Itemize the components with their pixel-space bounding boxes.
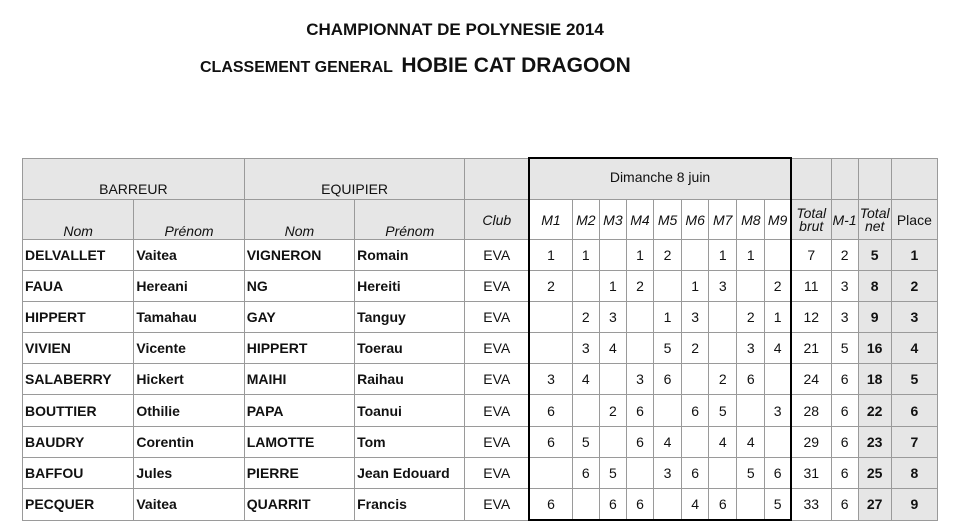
total-net-spacer (858, 158, 891, 200)
barreur-prenom: Corentin (134, 427, 244, 458)
manche-7-cell (709, 302, 737, 333)
equipier-prenom: Tanguy (355, 302, 465, 333)
manche-2-cell: 5 (572, 427, 599, 458)
manche-8-cell: 5 (737, 458, 765, 489)
title-class-name: HOBIE CAT DRAGOON (401, 54, 631, 77)
manche-6-cell (682, 240, 709, 271)
title-classement (200, 54, 631, 78)
barreur-prenom: Vicente (134, 333, 244, 364)
place-cell: 6 (891, 395, 937, 427)
total-net-cell: 18 (858, 364, 891, 395)
table-row (23, 395, 938, 427)
barreur-prenom: Jules (134, 458, 244, 489)
manche-1-cell: 6 (529, 427, 572, 458)
barreur-prenom: Othilie (134, 395, 244, 427)
place-cell: 4 (891, 333, 937, 364)
manche-3-cell (599, 427, 626, 458)
results-table (22, 157, 938, 521)
manche-7-cell: 4 (709, 427, 737, 458)
manche-9-cell (765, 427, 791, 458)
manche-1-cell (529, 302, 572, 333)
total-brut-cell: 24 (791, 364, 831, 395)
manche-5-cell: 6 (654, 364, 682, 395)
m-minus-1-cell: 6 (831, 458, 858, 489)
barreur-prenom: Vaitea (134, 489, 244, 521)
m-minus-1-header: M-1 (831, 200, 858, 240)
manche-5-cell: 3 (654, 458, 682, 489)
total-brut-cell: 31 (791, 458, 831, 489)
manche-1-cell: 2 (529, 271, 572, 302)
manche-7-cell (709, 333, 737, 364)
table-row (23, 271, 938, 302)
manche-7-cell: 6 (709, 489, 737, 521)
manche-1-cell: 6 (529, 489, 572, 521)
manche-header-5: M5 (654, 200, 682, 240)
barreur-prenom: Tamahau (134, 302, 244, 333)
total-brut-spacer (791, 158, 831, 200)
equipier-prenom: Hereiti (355, 271, 465, 302)
manche-6-cell (682, 364, 709, 395)
m-minus-1-cell: 2 (831, 240, 858, 271)
manche-1-cell: 3 (529, 364, 572, 395)
total-net-cell: 25 (858, 458, 891, 489)
manche-6-cell: 6 (682, 395, 709, 427)
club-cell: EVA (465, 458, 529, 489)
barreur-nom: BAUDRY (23, 427, 134, 458)
manche-3-cell: 5 (599, 458, 626, 489)
total-net-cell: 5 (858, 240, 891, 271)
barreur-header: BARREUR (23, 158, 245, 200)
manche-8-cell (737, 271, 765, 302)
manche-4-cell: 2 (626, 271, 653, 302)
title-championship: CHAMPIONNAT DE POLYNESIE 2014 (306, 20, 604, 39)
barreur-nom: DELVALLET (23, 240, 134, 271)
manche-8-cell: 4 (737, 427, 765, 458)
manche-header-7: M7 (709, 200, 737, 240)
manche-4-cell: 6 (626, 489, 653, 521)
manche-7-cell: 2 (709, 364, 737, 395)
m-minus-1-cell: 6 (831, 489, 858, 521)
manche-8-cell: 2 (737, 302, 765, 333)
manche-8-cell: 1 (737, 240, 765, 271)
club-cell: EVA (465, 302, 529, 333)
table-row (23, 302, 938, 333)
manche-3-cell: 1 (599, 271, 626, 302)
table-row (23, 458, 938, 489)
manche-6-cell: 4 (682, 489, 709, 521)
place-cell: 1 (891, 240, 937, 271)
manche-6-cell: 1 (682, 271, 709, 302)
club-cell: EVA (465, 271, 529, 302)
manche-4-cell: 6 (626, 395, 653, 427)
equipier-prenom: Romain (355, 240, 465, 271)
manche-header-6: M6 (682, 200, 709, 240)
equipier-nom: GAY (244, 302, 354, 333)
manche-9-cell: 1 (765, 302, 791, 333)
manche-5-cell: 1 (654, 302, 682, 333)
header-group-row (23, 158, 938, 200)
manche-4-cell: 1 (626, 240, 653, 271)
manche-1-cell: 1 (529, 240, 572, 271)
equipier-nom: QUARRIT (244, 489, 354, 521)
manche-7-cell: 1 (709, 240, 737, 271)
total-net-cell: 22 (858, 395, 891, 427)
total-brut-cell: 21 (791, 333, 831, 364)
manche-3-cell: 2 (599, 395, 626, 427)
club-cell: EVA (465, 364, 529, 395)
place-header: Place (891, 200, 937, 240)
manche-6-cell: 3 (682, 302, 709, 333)
total-brut-cell: 11 (791, 271, 831, 302)
manche-2-cell: 1 (572, 240, 599, 271)
club-cell: EVA (465, 240, 529, 271)
club-cell: EVA (465, 395, 529, 427)
equipier-prenom: Francis (355, 489, 465, 521)
manche-8-cell: 3 (737, 333, 765, 364)
equipier-nom: PIERRE (244, 458, 354, 489)
total-brut-cell: 12 (791, 302, 831, 333)
manche-header-9: M9 (765, 200, 791, 240)
club-cell: EVA (465, 333, 529, 364)
table-row (23, 489, 938, 521)
manche-3-cell (599, 364, 626, 395)
place-cell: 3 (891, 302, 937, 333)
equipier-prenom: Tom (355, 427, 465, 458)
place-cell: 5 (891, 364, 937, 395)
barreur-prenom-header: Prénom (134, 200, 244, 240)
equipier-prenom: Toanui (355, 395, 465, 427)
total-brut-header: Total brut (791, 200, 831, 240)
m-minus-1-cell: 3 (831, 271, 858, 302)
manche-9-cell (765, 364, 791, 395)
barreur-nom: VIVIEN (23, 333, 134, 364)
barreur-nom-header: Nom (23, 200, 134, 240)
table-row (23, 240, 938, 271)
equipier-prenom-header: Prénom (355, 200, 465, 240)
manche-4-cell (626, 333, 653, 364)
manche-7-cell: 5 (709, 395, 737, 427)
m-minus-1-cell: 6 (831, 364, 858, 395)
m-minus-1-cell: 6 (831, 395, 858, 427)
barreur-nom: SALABERRY (23, 364, 134, 395)
title-classement-prefix: CLASSEMENT GENERAL (200, 59, 393, 76)
manche-3-cell: 6 (599, 489, 626, 521)
manche-5-cell (654, 271, 682, 302)
manche-5-cell: 2 (654, 240, 682, 271)
barreur-nom: HIPPERT (23, 302, 134, 333)
total-net-cell: 23 (858, 427, 891, 458)
manche-header-3: M3 (599, 200, 626, 240)
manche-5-cell (654, 395, 682, 427)
total-brut-cell: 33 (791, 489, 831, 521)
manche-4-cell (626, 302, 653, 333)
manche-2-cell: 2 (572, 302, 599, 333)
equipier-nom: VIGNERON (244, 240, 354, 271)
table-row (23, 333, 938, 364)
total-net-cell: 9 (858, 302, 891, 333)
column-header-row (23, 200, 938, 240)
total-net-header: Total net (858, 200, 891, 240)
manche-9-cell: 6 (765, 458, 791, 489)
barreur-prenom: Hereani (134, 271, 244, 302)
table-row (23, 364, 938, 395)
equipier-nom-header: Nom (244, 200, 354, 240)
total-brut-cell: 28 (791, 395, 831, 427)
m-minus-1-cell: 3 (831, 302, 858, 333)
equipier-prenom: Jean Edouard (355, 458, 465, 489)
place-cell: 9 (891, 489, 937, 521)
manche-4-cell: 6 (626, 427, 653, 458)
total-brut-cell: 29 (791, 427, 831, 458)
manche-8-cell: 6 (737, 364, 765, 395)
manche-1-cell (529, 458, 572, 489)
place-cell: 8 (891, 458, 937, 489)
manche-1-cell: 6 (529, 395, 572, 427)
manche-9-cell: 5 (765, 489, 791, 521)
manche-2-cell: 6 (572, 458, 599, 489)
manche-5-cell: 5 (654, 333, 682, 364)
equipier-prenom: Raihau (355, 364, 465, 395)
club-cell: EVA (465, 427, 529, 458)
manche-4-cell (626, 458, 653, 489)
place-cell: 7 (891, 427, 937, 458)
barreur-nom: PECQUER (23, 489, 134, 521)
club-header-spacer (465, 158, 529, 200)
total-brut-cell: 7 (791, 240, 831, 271)
manche-5-cell: 4 (654, 427, 682, 458)
equipier-nom: LAMOTTE (244, 427, 354, 458)
equipier-header: EQUIPIER (244, 158, 465, 200)
equipier-nom: HIPPERT (244, 333, 354, 364)
manche-3-cell: 3 (599, 302, 626, 333)
equipier-prenom: Toerau (355, 333, 465, 364)
manche-header-1: M1 (529, 200, 572, 240)
manche-header-8: M8 (737, 200, 765, 240)
manche-9-cell: 3 (765, 395, 791, 427)
manche-9-cell (765, 240, 791, 271)
manche-7-cell (709, 458, 737, 489)
manche-2-cell: 4 (572, 364, 599, 395)
manche-2-cell: 3 (572, 333, 599, 364)
barreur-nom: FAUA (23, 271, 134, 302)
manche-6-cell (682, 427, 709, 458)
manche-2-cell (572, 271, 599, 302)
barreur-prenom: Hickert (134, 364, 244, 395)
club-header: Club (465, 200, 529, 240)
m-minus-1-spacer (831, 158, 858, 200)
manche-2-cell (572, 489, 599, 521)
total-net-cell: 16 (858, 333, 891, 364)
manche-4-cell: 3 (626, 364, 653, 395)
equipier-nom: NG (244, 271, 354, 302)
manche-8-cell (737, 489, 765, 521)
manche-9-cell: 4 (765, 333, 791, 364)
table-row (23, 427, 938, 458)
club-cell: EVA (465, 489, 529, 521)
manche-2-cell (572, 395, 599, 427)
manche-header-4: M4 (626, 200, 653, 240)
manche-5-cell (654, 489, 682, 521)
place-cell: 2 (891, 271, 937, 302)
manche-6-cell: 2 (682, 333, 709, 364)
manche-9-cell: 2 (765, 271, 791, 302)
manche-3-cell (599, 240, 626, 271)
total-net-cell: 27 (858, 489, 891, 521)
manche-7-cell: 3 (709, 271, 737, 302)
m-minus-1-cell: 6 (831, 427, 858, 458)
day-header: Dimanche 8 juin (529, 158, 791, 200)
total-net-cell: 8 (858, 271, 891, 302)
barreur-prenom: Vaitea (134, 240, 244, 271)
equipier-nom: PAPA (244, 395, 354, 427)
m-minus-1-cell: 5 (831, 333, 858, 364)
barreur-nom: BOUTTIER (23, 395, 134, 427)
manche-8-cell (737, 395, 765, 427)
manche-1-cell (529, 333, 572, 364)
manche-3-cell: 4 (599, 333, 626, 364)
equipier-nom: MAIHI (244, 364, 354, 395)
manche-6-cell: 6 (682, 458, 709, 489)
barreur-nom: BAFFOU (23, 458, 134, 489)
manche-header-2: M2 (572, 200, 599, 240)
place-spacer (891, 158, 937, 200)
